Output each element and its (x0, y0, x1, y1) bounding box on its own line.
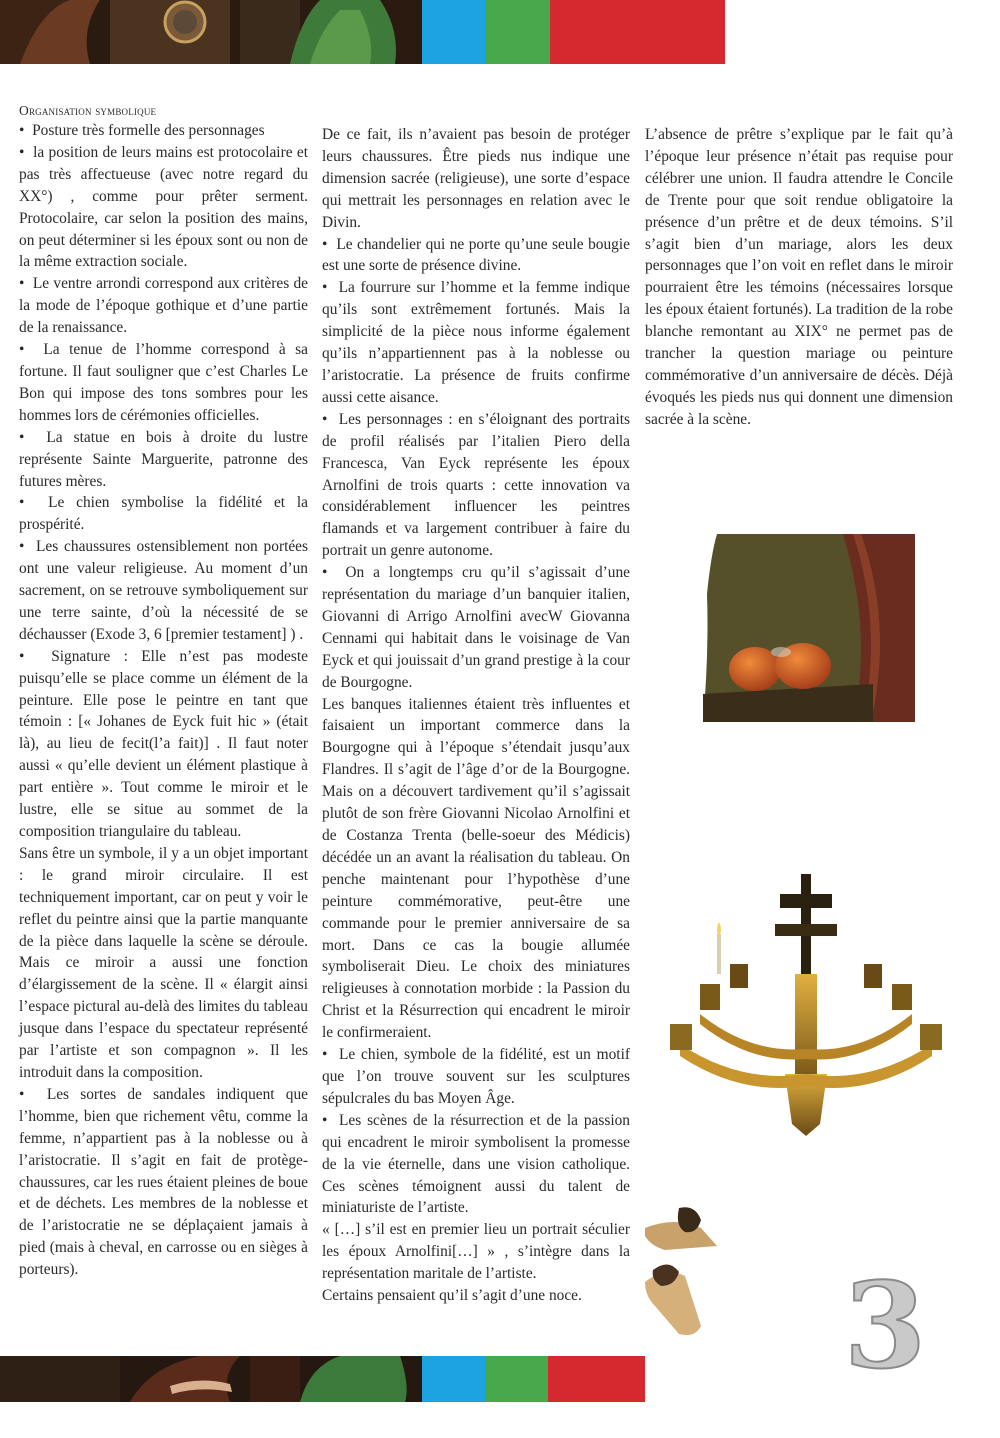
text-column-2 (322, 124, 630, 1307)
bullet-paragraph: • Signature : Elle n’est pas modeste puisqu’elle se place comme un élément de la peinture. Elle pose le peintre en tant que témoin : [« Johanes de Eyck fuit hic » (était là), au lieu de fecit(l’a fait)] . Il faut noter aussi « qu’elle devient un élément plastique à part entière ». Tout comme le miroir et le lustre, elle se situe au sommet de la composition triangulaire du tableau. (19, 646, 308, 843)
bullet-paragraph: • Le chien, symbole de la fidélité, est un motif que l’on trouve souvent sur les sculptures sépulcrales du bas Moyen Âge. (322, 1044, 630, 1110)
chandelier-image (660, 874, 952, 1136)
paragraph: L’absence de prêtre s’explique par le fait qu’à l’époque leur présence n’était pas requise pour célébrer une union. Il faudra attendre le Concile de Trente pour que soit rendue obligatoire la présence d’un prêtre et de deux témoins. S’il s’agit bien d’un mariage, alors les deux personnages que l’on voit en reflet dans le miroir pourraient être les témoins (nécessaires lorsque les époux étaient fortunés). La tradition de la robe blanche remontant au XIX° ne permet pas de trancher la question mariage ou peinture commémorative d’un anniversaire de décès. Déjà évoqués les pieds nus qui donnent une dimension sacrée à la scène. (645, 126, 953, 428)
red-block (548, 1356, 645, 1402)
paragraph: Les banques italiennes étaient très influentes et faisaient un important commerce dans la Bourgogne qui à l’époque s’étendait jusqu’aux Flandres. Il s’agit de l’âge d’or de la Bourgogne. Mais on a découvert tardivement qu’il s’agissait plutôt de son frère Giovanni Nicolao Arnolfini et de Costanza Trenta (belle-soeur des Médicis) décédée un an avant la réalisation du tableau. On penche maintenant pour l’hypothèse d’une peinture commémorative, peut-être une commande pour le premier anniversaire de sa mort. Dans ce cas la bougie allumée symboliserait Dieu. Le choix des miniatures religieuses à connotation morbide : la Passion du Christ et la Résurrection qui encadrent le miroir le confirmeraient. (322, 695, 630, 1042)
page-number: 3 (843, 1256, 927, 1395)
red-block (550, 0, 725, 64)
bullet-paragraph: • Posture très formelle des personnages (19, 120, 308, 142)
bullet-paragraph: • la position de leurs mains est protocolaire et pas très affectueuse (avec notre regard du XX°) , comme pour prêter serment. Protocolaire, car selon la position des mains, on peut déterminer si les époux sont ou non de la même extraction sociale. (19, 142, 308, 273)
bullet-paragraph: • Le chien symbolise la fidélité et la prospérité. (19, 492, 308, 536)
text-column-3 (645, 124, 953, 431)
green-block (485, 0, 550, 64)
painting-detail-strip (0, 0, 422, 64)
paragraph: Certains pensaient qu’il s’agit d’une noce. (322, 1287, 582, 1305)
paragraph: Sans être un symbole, il y a un objet important : le grand miroir circulaire. Il est techniquement important, car on peut y voir le reflet du peintre ainsi que la partie manquante de la pièce dans laquelle la scène se déroule. Mais ce miroir a aussi une fonction d’élargissement de la scène. Il « élargit ainsi l’espace pictural au-delà des limites du tableau jusque dans l’espace du spectateur représenté par l’artiste et son compagnon ». Il les introduit dans la composition. (19, 844, 308, 1081)
bullet-paragraph: • La fourrure sur l’homme et la femme indique qu’ils sont extrêmement fortunés. Mais la simplicité de la pièce nous informe également qu’ils n’appartiennent pas à la noblesse ou l’aristocratie. La présence de fruits confirme aussi cette aisance. (322, 277, 630, 408)
paragraph: De ce fait, ils n’avaient pas besoin de protéger leurs chaussures. Être pieds nus indique une dimension sacrée (religieuse), une sorte d’espace qui mettrait les personnages en relation avec le Divin. (322, 126, 630, 231)
oranges-detail-image (703, 534, 915, 722)
green-block (485, 1356, 548, 1402)
painting-detail-strip (0, 1356, 422, 1402)
bullet-paragraph: • Les personnages : en s’éloignant des portraits de profil réalisés par l’italien Piero della Francesca, Van Eyck représente les époux Arnolfini de trois quarts : cette innovation va considérablement influencer les peintres flamands et va largement contribuer à faire du portrait un genre autonome. (322, 409, 630, 562)
bullet-paragraph: • Le chandelier qui ne porte qu’une seule bougie est une sorte de présence divine. (322, 234, 630, 278)
bullet-paragraph: • Les scènes de la résurrection et de la passion qui encadrent le miroir symbolisent la promesse de la vie éternelle, dans une vision catholique. Ces scènes témoignent aussi du talent de miniaturiste de l’artiste. (322, 1110, 630, 1220)
bullet-paragraph: • La statue en bois à droite du lustre représente Sainte Marguerite, patronne des futures mères. (19, 427, 308, 493)
bullet-paragraph: • La tenue de l’homme correspond à sa fortune. Il faut souligner que c’est Charles Le Bon qui impose des tons sombres pour les hommes lors de cérémonies officielles. (19, 339, 308, 427)
section-heading: Organisation symbolique (19, 103, 157, 118)
bottom-color-band (0, 1356, 645, 1402)
blue-block (422, 0, 485, 64)
quote-paragraph: « […] s’il est en premier lieu un portrait séculier les époux Arnolfini[…] » , s’intègre dans la représentation maritale de l’artiste. (322, 1221, 630, 1283)
bullet-paragraph: • Le ventre arrondi correspond aux critères de la mode de l’époque gothique et d’une partie de la renaissance. (19, 273, 308, 339)
bullet-paragraph: • On a longtemps cru qu’il s’agissait d’une représentation du mariage d’un banquier italien, Giovanni di Arrigo Arnolfini avecW Giovanna Cennami qui habitait dans le voisinage de Van Eyck et qui jouissait d’un grand prestige à la cour de Bourgogne. (322, 562, 630, 693)
bullet-paragraph: • Les sortes de sandales indiquent que l’homme, bien que richement vêtu, comme la femme, n’appartient pas à la noblesse ou à l’aristocratie. Il s’agit en fait de protège-chaussures, car les rues étaient pleines de boue et de déchets. Les membres de la noblesse et de l’aristocratie ne se déplaçaient jamais à pied (mais à cheval, en carrosse ou en sièges à porteurs). (19, 1084, 308, 1281)
text-column-1 (19, 102, 308, 1281)
blue-block (422, 1356, 485, 1402)
shoes-detail-image (645, 1206, 725, 1338)
top-color-band (0, 0, 725, 64)
bullet-paragraph: • Les chaussures ostensiblement non portées ont une valeur religieuse. Au moment d’un sacrement, on se retrouve symboliquement sur une terre sainte, d’où la nécessité de se déchausser (Exode 3, 6 [premier testament] ) . (19, 536, 308, 646)
